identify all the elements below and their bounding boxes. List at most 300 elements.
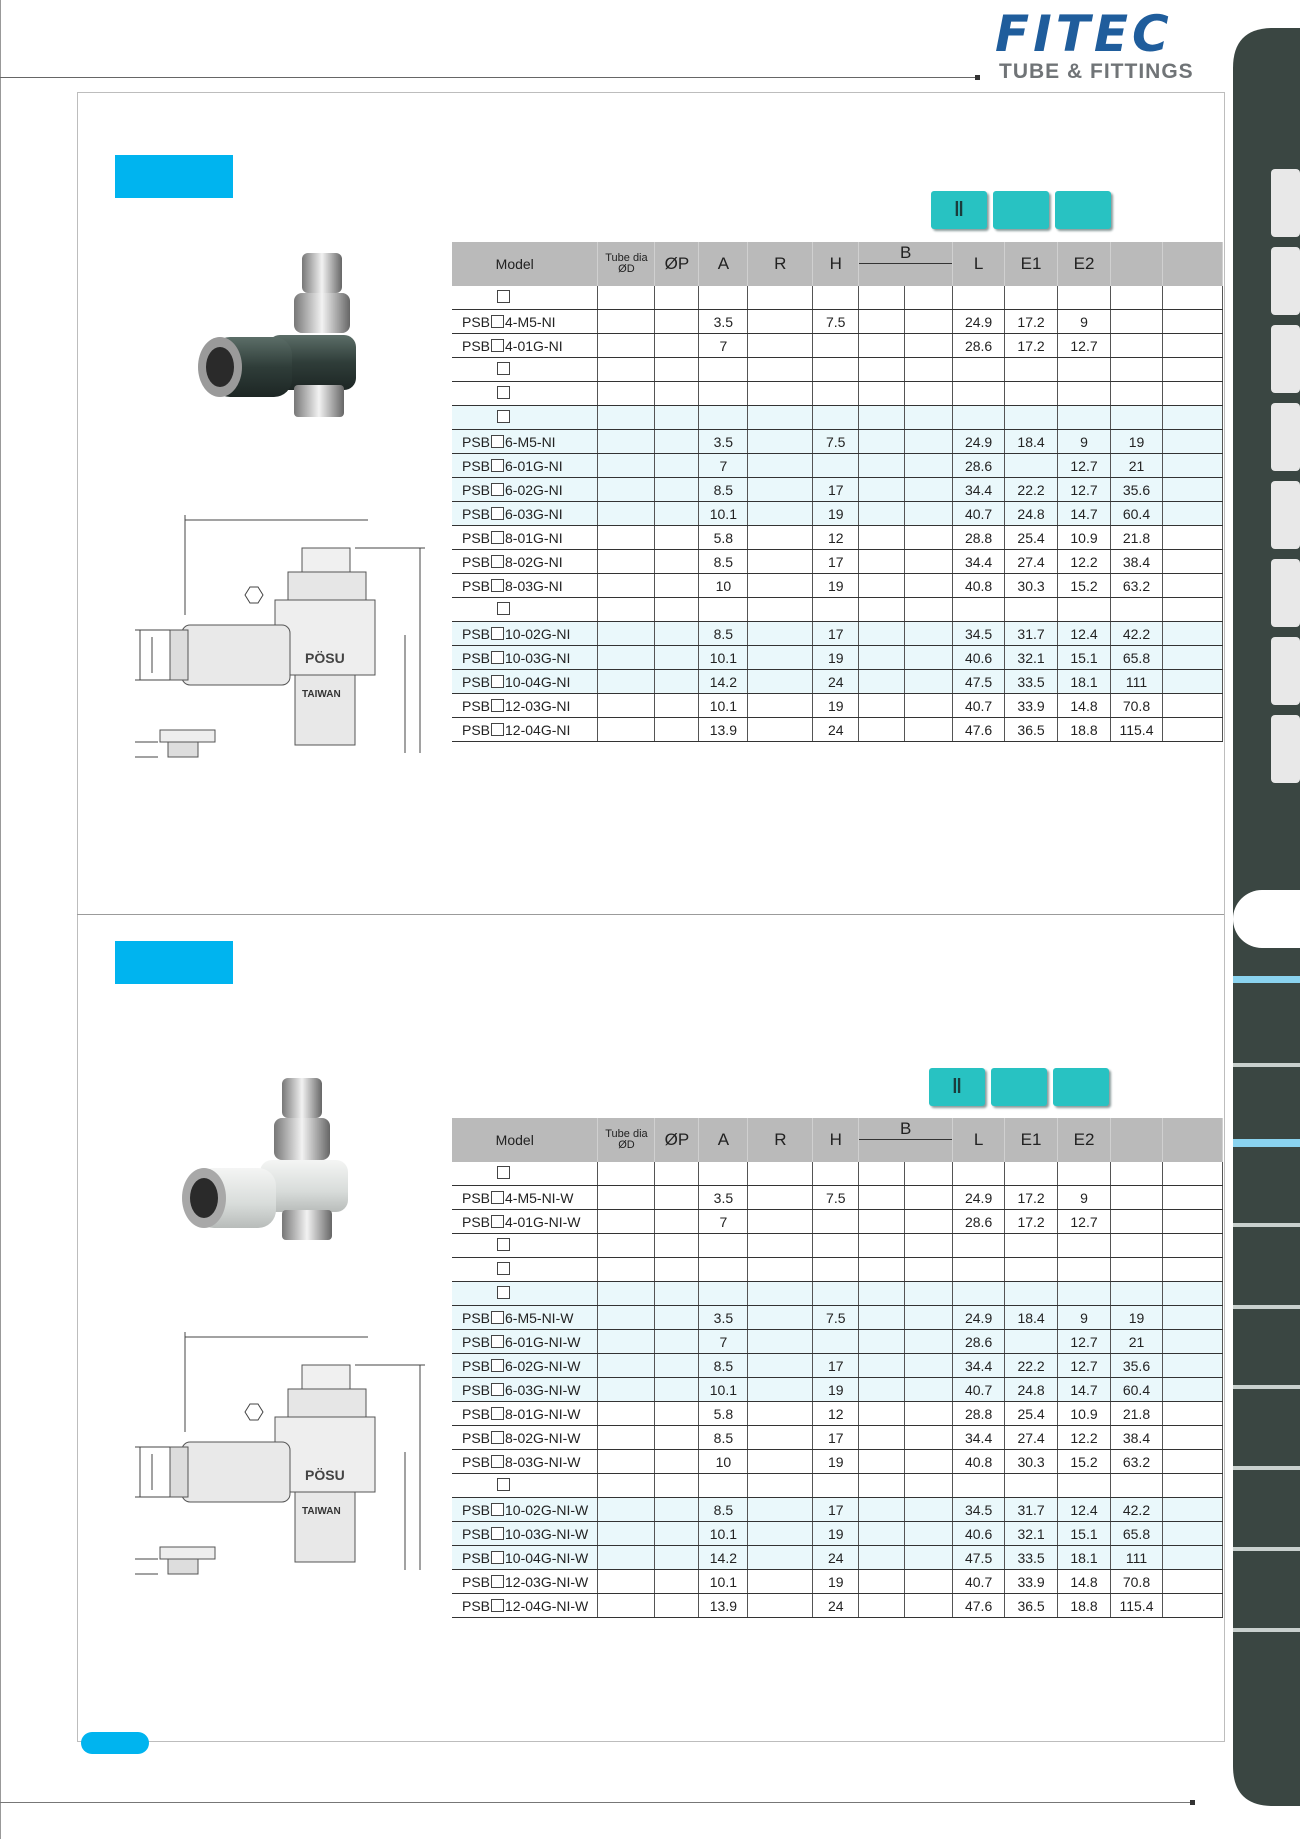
tube-dia-cell <box>598 1402 655 1426</box>
a-cell: 10 <box>699 574 748 598</box>
e2-cell <box>1058 406 1111 430</box>
model-placeholder-box <box>497 362 510 375</box>
extra-cell <box>1162 670 1222 694</box>
e3-cell <box>1111 310 1163 334</box>
tube-dia-cell <box>598 1378 655 1402</box>
footer-rule <box>0 1802 1195 1803</box>
b1-cell <box>859 1306 905 1330</box>
e1-cell <box>1005 1162 1058 1186</box>
e1-cell: 30.3 <box>1005 574 1058 598</box>
op-cell <box>655 430 699 454</box>
l-cell: 34.5 <box>953 1498 1005 1522</box>
sidebar-tab-4[interactable] <box>1271 403 1300 471</box>
b1-cell <box>859 334 905 358</box>
table-row <box>452 502 1223 526</box>
model-variant-box <box>491 555 504 568</box>
h-cell: 19 <box>813 1450 859 1474</box>
r-cell <box>748 1258 813 1282</box>
a-cell: 13.9 <box>699 718 748 742</box>
r-cell <box>748 1186 813 1210</box>
op-cell <box>655 1402 699 1426</box>
extra-cell <box>1162 1258 1222 1282</box>
tube-dia-cell <box>598 382 655 406</box>
r-cell <box>748 1594 813 1618</box>
product-photo-dark <box>190 245 375 435</box>
op-cell <box>655 1282 699 1306</box>
b2-cell <box>905 454 953 478</box>
model-prefix: PSB <box>462 1213 491 1230</box>
model-suffix: 12-04G-NI-W <box>505 1597 589 1614</box>
extra-cell <box>1162 1546 1222 1570</box>
sidebar-tab-2[interactable] <box>1271 247 1300 315</box>
section-2-button-1[interactable]: ‖ <box>929 1068 985 1106</box>
b2-cell <box>905 310 953 334</box>
header-l: L <box>953 242 1005 286</box>
a-cell <box>699 1234 748 1258</box>
section-1-button-2[interactable] <box>993 191 1049 229</box>
op-cell <box>655 1570 699 1594</box>
a-cell: 5.8 <box>699 1402 748 1426</box>
header-op: ØP <box>655 1118 699 1162</box>
e2-cell: 9 <box>1058 1186 1111 1210</box>
model-variant-box <box>491 1407 504 1420</box>
b1-cell <box>859 1594 905 1618</box>
model-cell <box>452 1330 598 1354</box>
e2-cell: 12.7 <box>1058 478 1111 502</box>
header-h: H <box>813 242 859 286</box>
e3-cell: 35.6 <box>1111 1354 1163 1378</box>
tube-dia-cell <box>598 646 655 670</box>
r-cell <box>748 526 813 550</box>
tube-dia-cell <box>598 1570 655 1594</box>
h-cell: 17 <box>813 1426 859 1450</box>
model-suffix: 10-04G-NI-W <box>505 1549 589 1566</box>
e1-cell: 27.4 <box>1005 1426 1058 1450</box>
tube-dia-cell <box>598 1498 655 1522</box>
e1-cell: 17.2 <box>1005 1210 1058 1234</box>
op-cell <box>655 1426 699 1450</box>
b2-cell <box>905 574 953 598</box>
model-cell <box>452 1162 598 1186</box>
sidebar-tab-7[interactable] <box>1271 637 1300 705</box>
l-cell: 34.4 <box>953 550 1005 574</box>
header-tube-dia-line-1: Tube dia <box>605 1128 648 1140</box>
l-cell <box>953 1474 1005 1498</box>
model-cell <box>452 718 598 742</box>
b2-cell <box>905 670 953 694</box>
h-cell: 7.5 <box>813 310 859 334</box>
section-2-button-2[interactable] <box>991 1068 1047 1106</box>
table-row <box>452 1162 1223 1186</box>
extra-cell <box>1162 598 1222 622</box>
op-cell <box>655 1594 699 1618</box>
l-cell: 34.4 <box>953 1354 1005 1378</box>
extra-cell <box>1162 1498 1222 1522</box>
op-cell <box>655 718 699 742</box>
sidebar-tab-5[interactable] <box>1271 481 1300 549</box>
model-cell <box>452 310 598 334</box>
model-suffix: 6-02G-NI <box>505 481 563 498</box>
b2-cell <box>905 1474 953 1498</box>
e3-cell: 21 <box>1111 454 1163 478</box>
model-prefix: PSB <box>462 1453 491 1470</box>
l-cell: 47.6 <box>953 718 1005 742</box>
model-cell <box>452 1594 598 1618</box>
model-cell <box>452 382 598 406</box>
model-prefix: PSB <box>462 1573 491 1590</box>
header-blank-2 <box>1162 1118 1222 1162</box>
tube-dia-cell <box>598 310 655 334</box>
a-cell <box>699 1162 748 1186</box>
tube-dia-cell <box>598 622 655 646</box>
op-cell <box>655 406 699 430</box>
b1-cell <box>859 1474 905 1498</box>
model-suffix: 8-02G-NI <box>505 553 563 570</box>
h-cell <box>813 1474 859 1498</box>
header-tube-dia-line-2: ØD <box>618 1139 635 1151</box>
a-cell: 14.2 <box>699 1546 748 1570</box>
model-prefix: PSB <box>462 1333 491 1350</box>
e3-cell: 65.8 <box>1111 1522 1163 1546</box>
b2-cell <box>905 430 953 454</box>
b1-cell <box>859 1282 905 1306</box>
a-cell: 8.5 <box>699 1354 748 1378</box>
b1-cell <box>859 430 905 454</box>
e3-cell: 63.2 <box>1111 1450 1163 1474</box>
op-cell <box>655 286 699 310</box>
section-1-button-bar <box>931 191 1111 229</box>
model-suffix: 8-03G-NI-W <box>505 1453 581 1470</box>
r-cell <box>748 478 813 502</box>
a-cell: 8.5 <box>699 550 748 574</box>
model-suffix: 12-04G-NI <box>505 721 571 738</box>
b1-cell <box>859 598 905 622</box>
extra-cell <box>1162 1594 1222 1618</box>
e2-cell: 12.2 <box>1058 550 1111 574</box>
r-cell <box>748 502 813 526</box>
e3-cell: 70.8 <box>1111 694 1163 718</box>
model-suffix: 8-02G-NI-W <box>505 1429 581 1446</box>
h-cell <box>813 454 859 478</box>
e1-cell <box>1005 1258 1058 1282</box>
sidebar-stripe-5 <box>1233 1305 1300 1309</box>
sidebar-stripe-8 <box>1233 1547 1300 1551</box>
extra-cell <box>1162 1354 1222 1378</box>
tube-dia-cell <box>598 1546 655 1570</box>
model-cell <box>452 502 598 526</box>
op-cell <box>655 454 699 478</box>
a-cell: 3.5 <box>699 310 748 334</box>
r-cell <box>748 1378 813 1402</box>
model-variant-box <box>491 699 504 712</box>
header-tube-dia-line-2: ØD <box>618 263 635 275</box>
r-cell <box>748 310 813 334</box>
table-row <box>452 1258 1223 1282</box>
b1-cell <box>859 1162 905 1186</box>
a-cell: 10.1 <box>699 694 748 718</box>
extra-cell <box>1162 1402 1222 1426</box>
model-variant-box <box>491 1311 504 1324</box>
b2-cell <box>905 1282 953 1306</box>
h-cell <box>813 598 859 622</box>
b2-cell <box>905 502 953 526</box>
b1-cell <box>859 382 905 406</box>
table-row <box>452 694 1223 718</box>
a-cell <box>699 406 748 430</box>
e2-cell: 18.8 <box>1058 718 1111 742</box>
model-placeholder-box <box>497 1286 510 1299</box>
model-placeholder-box <box>497 602 510 615</box>
tube-dia-cell <box>598 430 655 454</box>
model-cell <box>452 1378 598 1402</box>
model-cell <box>452 1546 598 1570</box>
e3-cell: 21 <box>1111 1330 1163 1354</box>
section-1-button-1[interactable]: ‖ <box>931 191 987 229</box>
section-1-button-3[interactable] <box>1055 191 1111 229</box>
model-placeholder-box <box>497 386 510 399</box>
l-cell: 28.6 <box>953 1210 1005 1234</box>
extra-cell <box>1162 1426 1222 1450</box>
op-cell <box>655 1474 699 1498</box>
sidebar-stripe-2 <box>1233 1063 1300 1067</box>
a-cell: 10.1 <box>699 1570 748 1594</box>
sidebar-tab-6[interactable] <box>1271 559 1300 627</box>
e3-cell <box>1111 1474 1163 1498</box>
op-cell <box>655 1306 699 1330</box>
b2-cell <box>905 1378 953 1402</box>
model-prefix: PSB <box>462 697 491 714</box>
table-row <box>452 1522 1223 1546</box>
tube-dia-cell <box>598 1354 655 1378</box>
op-cell <box>655 670 699 694</box>
a-cell: 7 <box>699 334 748 358</box>
r-cell <box>748 406 813 430</box>
b1-cell <box>859 1402 905 1426</box>
r-cell <box>748 286 813 310</box>
e3-cell: 19 <box>1111 430 1163 454</box>
b2-cell <box>905 1498 953 1522</box>
e2-cell <box>1058 1282 1111 1306</box>
b2-cell <box>905 550 953 574</box>
a-cell: 7 <box>699 454 748 478</box>
model-variant-box <box>491 435 504 448</box>
h-cell: 17 <box>813 622 859 646</box>
model-variant-box <box>491 1575 504 1588</box>
e1-cell: 24.8 <box>1005 502 1058 526</box>
model-suffix: 10-03G-NI <box>505 649 571 666</box>
r-cell <box>748 1330 813 1354</box>
extra-cell <box>1162 718 1222 742</box>
tube-dia-cell <box>598 1426 655 1450</box>
b1-cell <box>859 1522 905 1546</box>
table-row <box>452 286 1223 310</box>
header-op: ØP <box>655 242 699 286</box>
a-cell: 8.5 <box>699 1498 748 1522</box>
sidebar-tab-8[interactable] <box>1271 715 1300 783</box>
b1-cell <box>859 1378 905 1402</box>
model-cell <box>452 1522 598 1546</box>
l-cell: 47.5 <box>953 1546 1005 1570</box>
op-cell <box>655 478 699 502</box>
table-row <box>452 382 1223 406</box>
table-row <box>452 1282 1223 1306</box>
b2-cell <box>905 718 953 742</box>
op-cell <box>655 1378 699 1402</box>
a-cell: 10.1 <box>699 502 748 526</box>
h-cell: 19 <box>813 1522 859 1546</box>
b2-cell <box>905 1234 953 1258</box>
b2-cell <box>905 1546 953 1570</box>
table-row <box>452 454 1223 478</box>
e3-cell <box>1111 334 1163 358</box>
tube-dia-cell <box>598 526 655 550</box>
b1-cell <box>859 550 905 574</box>
op-cell <box>655 1186 699 1210</box>
b2-cell <box>905 526 953 550</box>
model-prefix: PSB <box>462 1405 491 1422</box>
h-cell: 17 <box>813 550 859 574</box>
r-cell <box>748 1402 813 1426</box>
model-suffix: 10-04G-NI <box>505 673 571 690</box>
model-variant-box <box>491 579 504 592</box>
model-variant-box <box>491 1503 504 1516</box>
model-prefix: PSB <box>462 1429 491 1446</box>
e2-cell <box>1058 358 1111 382</box>
section-2-button-3[interactable] <box>1053 1068 1109 1106</box>
e2-cell <box>1058 382 1111 406</box>
h-cell: 7.5 <box>813 430 859 454</box>
op-cell <box>655 646 699 670</box>
h-cell <box>813 1282 859 1306</box>
e3-cell: 42.2 <box>1111 1498 1163 1522</box>
model-suffix: 6-03G-NI <box>505 505 563 522</box>
e3-cell <box>1111 598 1163 622</box>
e2-cell: 10.9 <box>1058 1402 1111 1426</box>
table-row <box>452 1498 1223 1522</box>
model-placeholder-box <box>497 1166 510 1179</box>
drawing-1-brand-label: PÖSU <box>305 650 345 666</box>
extra-cell <box>1162 526 1222 550</box>
model-cell <box>452 1282 598 1306</box>
tube-dia-cell <box>598 1594 655 1618</box>
h-cell: 17 <box>813 478 859 502</box>
r-cell <box>748 1210 813 1234</box>
model-prefix: PSB <box>462 1357 491 1374</box>
sidebar-stripe-9 <box>1233 1628 1300 1632</box>
table-row <box>452 1354 1223 1378</box>
header-e2: E2 <box>1058 1118 1111 1162</box>
e2-cell: 18.1 <box>1058 670 1111 694</box>
model-cell <box>452 1306 598 1330</box>
e2-cell: 14.8 <box>1058 694 1111 718</box>
e3-cell: 115.4 <box>1111 1594 1163 1618</box>
h-cell: 7.5 <box>813 1186 859 1210</box>
l-cell <box>953 598 1005 622</box>
op-cell <box>655 310 699 334</box>
extra-cell <box>1162 1186 1222 1210</box>
e3-cell <box>1111 1234 1163 1258</box>
e2-cell <box>1058 1162 1111 1186</box>
b1-cell <box>859 1354 905 1378</box>
model-suffix: 4-M5-NI <box>505 313 556 330</box>
header-model: Model <box>452 1118 598 1162</box>
extra-cell <box>1162 478 1222 502</box>
header-rule-end <box>975 75 980 80</box>
op-cell <box>655 1498 699 1522</box>
b1-cell <box>859 1498 905 1522</box>
e3-cell: 65.8 <box>1111 646 1163 670</box>
l-cell: 40.6 <box>953 1522 1005 1546</box>
table-row <box>452 1450 1223 1474</box>
r-cell <box>748 334 813 358</box>
model-prefix: PSB <box>462 1189 491 1206</box>
tube-dia-cell <box>598 286 655 310</box>
l-cell <box>953 286 1005 310</box>
e3-cell: 35.6 <box>1111 478 1163 502</box>
model-cell <box>452 574 598 598</box>
e1-cell <box>1005 358 1058 382</box>
op-cell <box>655 1354 699 1378</box>
l-cell: 28.6 <box>953 454 1005 478</box>
sidebar-tab-active[interactable] <box>1233 890 1300 948</box>
tube-dia-cell <box>598 1450 655 1474</box>
b1-cell <box>859 718 905 742</box>
e2-cell <box>1058 1474 1111 1498</box>
r-cell <box>748 1282 813 1306</box>
tube-dia-cell <box>598 1282 655 1306</box>
e2-cell: 14.8 <box>1058 1570 1111 1594</box>
a-cell: 3.5 <box>699 430 748 454</box>
h-cell <box>813 1210 859 1234</box>
h-cell <box>813 1258 859 1282</box>
e1-cell <box>1005 286 1058 310</box>
model-variant-box <box>491 1599 504 1612</box>
e1-cell: 25.4 <box>1005 526 1058 550</box>
op-cell <box>655 382 699 406</box>
b1-cell <box>859 1426 905 1450</box>
op-cell <box>655 526 699 550</box>
model-prefix: PSB <box>462 1381 491 1398</box>
tube-dia-cell <box>598 694 655 718</box>
header-blank-2 <box>1162 242 1222 286</box>
e3-cell: 115.4 <box>1111 718 1163 742</box>
table-row <box>452 310 1223 334</box>
sidebar-tab-1[interactable] <box>1271 169 1300 237</box>
a-cell: 8.5 <box>699 622 748 646</box>
header-h: H <box>813 1118 859 1162</box>
e1-cell <box>1005 1330 1058 1354</box>
op-cell <box>655 502 699 526</box>
model-suffix: 8-01G-NI-W <box>505 1405 581 1422</box>
model-prefix: PSB <box>462 673 491 690</box>
sidebar-stripe-4 <box>1233 1223 1300 1227</box>
l-cell: 40.7 <box>953 694 1005 718</box>
sidebar-tab-3[interactable] <box>1271 325 1300 393</box>
b2-cell <box>905 1450 953 1474</box>
r-cell <box>748 430 813 454</box>
model-cell <box>452 670 598 694</box>
table-row <box>452 1546 1223 1570</box>
header-b <box>859 242 953 286</box>
model-variant-box <box>491 627 504 640</box>
model-suffix: 6-02G-NI-W <box>505 1357 581 1374</box>
l-cell <box>953 1282 1005 1306</box>
extra-cell <box>1162 550 1222 574</box>
b1-cell <box>859 1258 905 1282</box>
model-variant-box <box>491 507 504 520</box>
tube-dia-cell <box>598 334 655 358</box>
model-prefix: PSB <box>462 553 491 570</box>
